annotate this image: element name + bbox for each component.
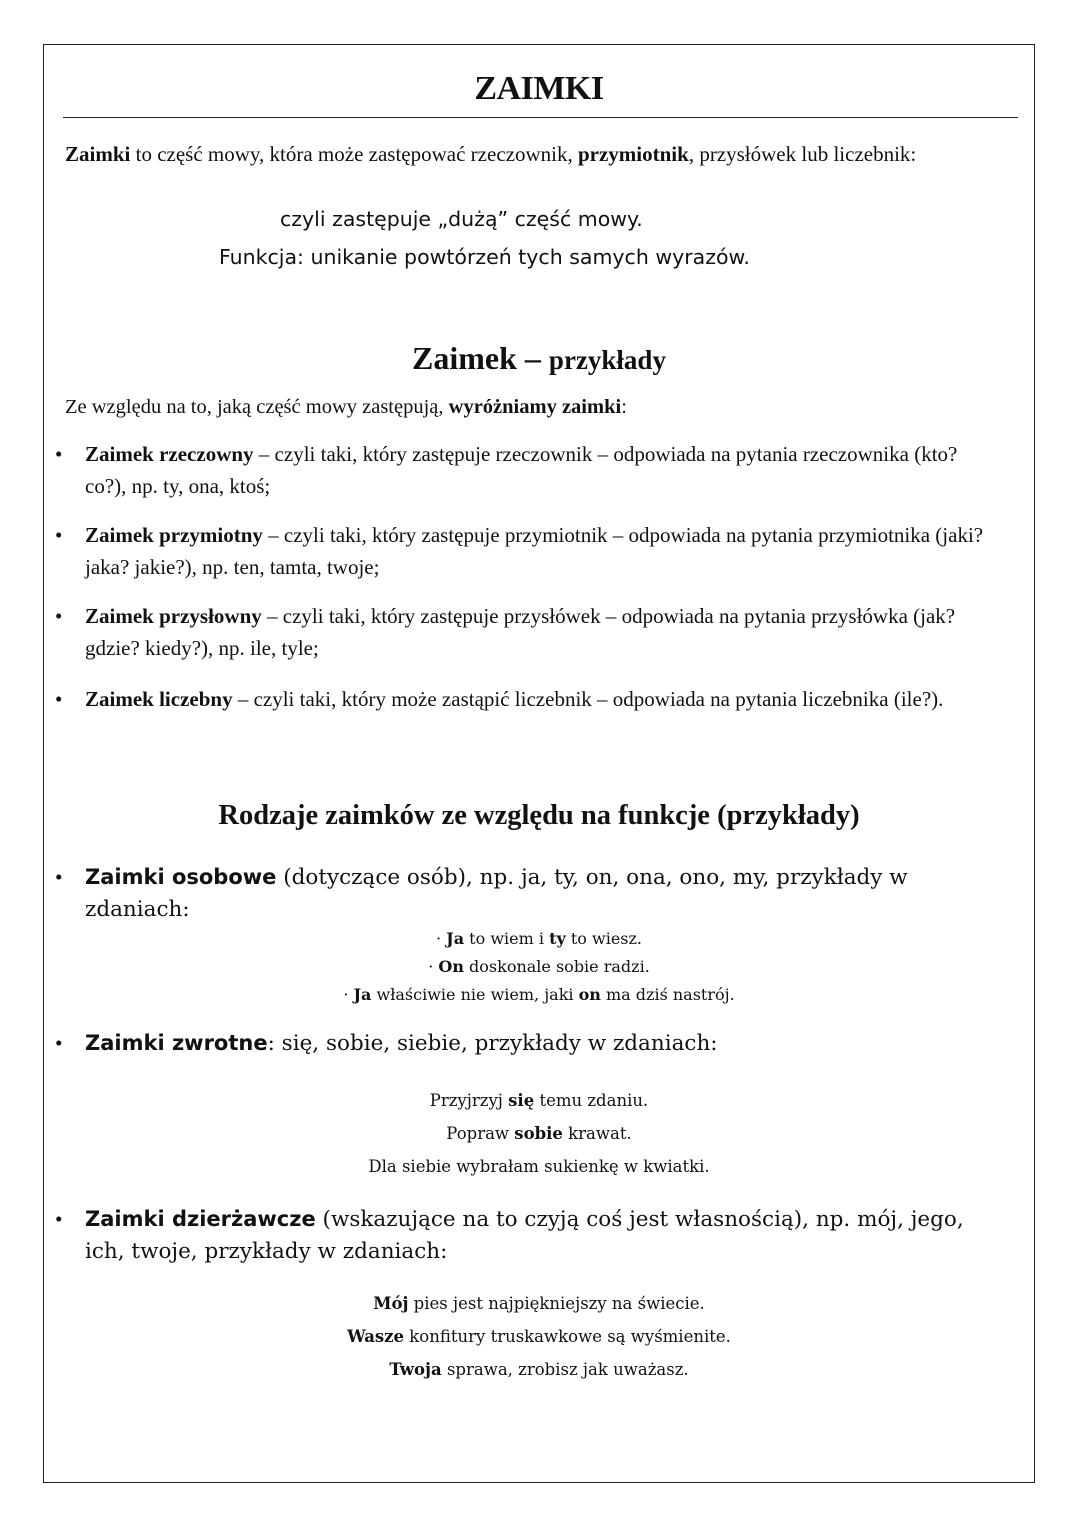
item-text: – czyli taki, który zastępuje przysłówek – odpowiada na pytania przysłówka (jak? gdzie? kiedy?), np. ile, tyle; <box>85 604 956 660</box>
example-bold: ty <box>549 929 566 948</box>
example-sentence <box>43 953 1035 981</box>
zwrotne-examples <box>43 1084 1035 1183</box>
example-text: Dla siebie wybrałam sukienkę w kwiatki. <box>368 1157 710 1176</box>
item-term: Zaimki zwrotne <box>85 1031 268 1055</box>
lead-text: Ze względu na to, jaką część mowy zastępują, <box>65 396 449 418</box>
bullet: • <box>55 687 63 711</box>
example-text: właściwie nie wiem, jaki <box>371 985 579 1004</box>
example-text: to wiesz. <box>565 929 643 948</box>
bullet: • <box>55 1207 63 1231</box>
osobowe-examples <box>43 925 1035 1009</box>
example-text: to wiem i <box>464 929 550 948</box>
intro-term: Zaimki <box>65 142 131 166</box>
example-bold: Ja <box>446 929 465 948</box>
list-item-przymiotny <box>55 519 990 583</box>
example-bold: on <box>578 985 601 1004</box>
example-text: temu zdaniu. <box>534 1091 649 1110</box>
lead-bold: wyróżniamy zaimki <box>448 396 622 418</box>
bullet: • <box>55 1031 63 1055</box>
example-bold: Mój <box>373 1294 409 1313</box>
bullet: • <box>55 442 63 466</box>
list-item-liczebny <box>55 683 990 715</box>
item-term: Zaimek rzeczowny <box>85 442 254 466</box>
intro-paragraph <box>65 138 1005 170</box>
item-text: : się, sobie, siebie, przykłady w zdaniach: <box>267 1031 718 1056</box>
osobowe-block <box>55 861 990 926</box>
page-title: ZAIMKI <box>474 70 604 107</box>
example-text: Popraw <box>446 1124 515 1143</box>
list-item-osobowe <box>55 861 990 926</box>
example-sentence <box>43 981 1035 1009</box>
example-sentence <box>43 1150 1035 1183</box>
bullet: • <box>55 865 63 889</box>
example-bold: On <box>438 957 464 976</box>
item-term: Zaimki dzierżawcze <box>85 1207 316 1231</box>
title-underline <box>63 117 1018 118</box>
example-text: konfitury truskawkowe są wyśmienite. <box>404 1327 731 1346</box>
example-bold: Ja <box>353 985 372 1004</box>
item-term: Zaimek przysłowny <box>85 604 262 628</box>
example-sentence <box>43 1320 1035 1353</box>
example-dot: · <box>428 957 439 976</box>
example-bold: Twoja <box>389 1360 442 1379</box>
pronoun-type-list <box>55 438 990 715</box>
list-item-przyslowny <box>55 600 990 664</box>
list-item-dzierzawcze <box>55 1203 990 1268</box>
intro-text-2: , przysłówek lub liczebnik: <box>688 142 917 166</box>
example-sentence <box>43 1353 1035 1386</box>
example-dot: · <box>435 929 447 948</box>
intro-line-2: czyli zastępuje „dużą” część mowy. <box>280 207 643 231</box>
item-term: Zaimki osobowe <box>85 865 277 889</box>
item-text: – czyli taki, który zastępuje rzeczownik – odpowiada na pytania rzeczownika (kto? co?), np. ty, ona, ktoś; <box>85 442 958 498</box>
bullet: • <box>55 604 63 628</box>
intro-line-3: Funkcja: unikanie powtórzeń tych samych wyrazów. <box>219 245 750 269</box>
intro-text-1: to część mowy, która może zastępować rzeczownik, <box>130 142 578 166</box>
item-text: (dotyczące osób), np. ja, ty, on, ona, ono, my, przykłady w zdaniach: <box>85 865 908 922</box>
list-item-rzeczowny <box>55 438 990 502</box>
list-item-zwrotne <box>55 1027 990 1060</box>
example-text: pies jest najpiękniejszy na świecie. <box>408 1294 705 1313</box>
section1-heading-small: przykłady <box>548 345 666 375</box>
bullet: • <box>55 523 63 547</box>
example-text: krawat. <box>562 1124 632 1143</box>
example-sentence <box>43 1287 1035 1320</box>
example-sentence <box>43 925 1035 953</box>
example-text: Przyjrzyj <box>429 1091 509 1110</box>
section1-lead <box>65 396 627 419</box>
lead-end: : <box>621 396 627 418</box>
example-text: sprawa, zrobisz jak uważasz. <box>441 1360 689 1379</box>
example-sentence <box>43 1117 1035 1150</box>
section1-heading <box>43 340 1035 377</box>
item-text: – czyli taki, który zastępuje przymiotnik – odpowiada na pytania przymiotnika (jaki? jaka? jakie?), np. ten, tamta, twoje; <box>85 523 984 579</box>
item-text: – czyli taki, który może zastąpić liczebnik – odpowiada na pytania liczebnika (ile?). <box>232 687 944 711</box>
section2-heading: Rodzaje zaimków ze względu na funkcje (przykłady) <box>218 800 860 831</box>
example-bold: sobie <box>514 1124 563 1143</box>
example-text: ma dziś nastrój. <box>600 985 735 1004</box>
intro-bold-2: przymiotnik <box>577 142 689 166</box>
item-term: Zaimek przymiotny <box>85 523 263 547</box>
item-text: (wskazujące na to czyją coś jest własnością), np. mój, jego, ich, twoje, przykłady w zdaniach: <box>85 1207 964 1264</box>
section1-heading-dash: – <box>516 340 549 376</box>
example-sentence <box>43 1084 1035 1117</box>
example-text: doskonale sobie radzi. <box>463 957 650 976</box>
example-dot: · <box>343 985 354 1004</box>
example-bold: Wasze <box>347 1327 405 1346</box>
section1-heading-big: Zaimek <box>412 340 517 376</box>
example-bold: się <box>508 1091 535 1110</box>
zwrotne-block <box>55 1027 990 1060</box>
dzierzawcze-block <box>55 1203 990 1268</box>
dzierzawcze-examples <box>43 1287 1035 1386</box>
item-term: Zaimek liczebny <box>85 687 233 711</box>
